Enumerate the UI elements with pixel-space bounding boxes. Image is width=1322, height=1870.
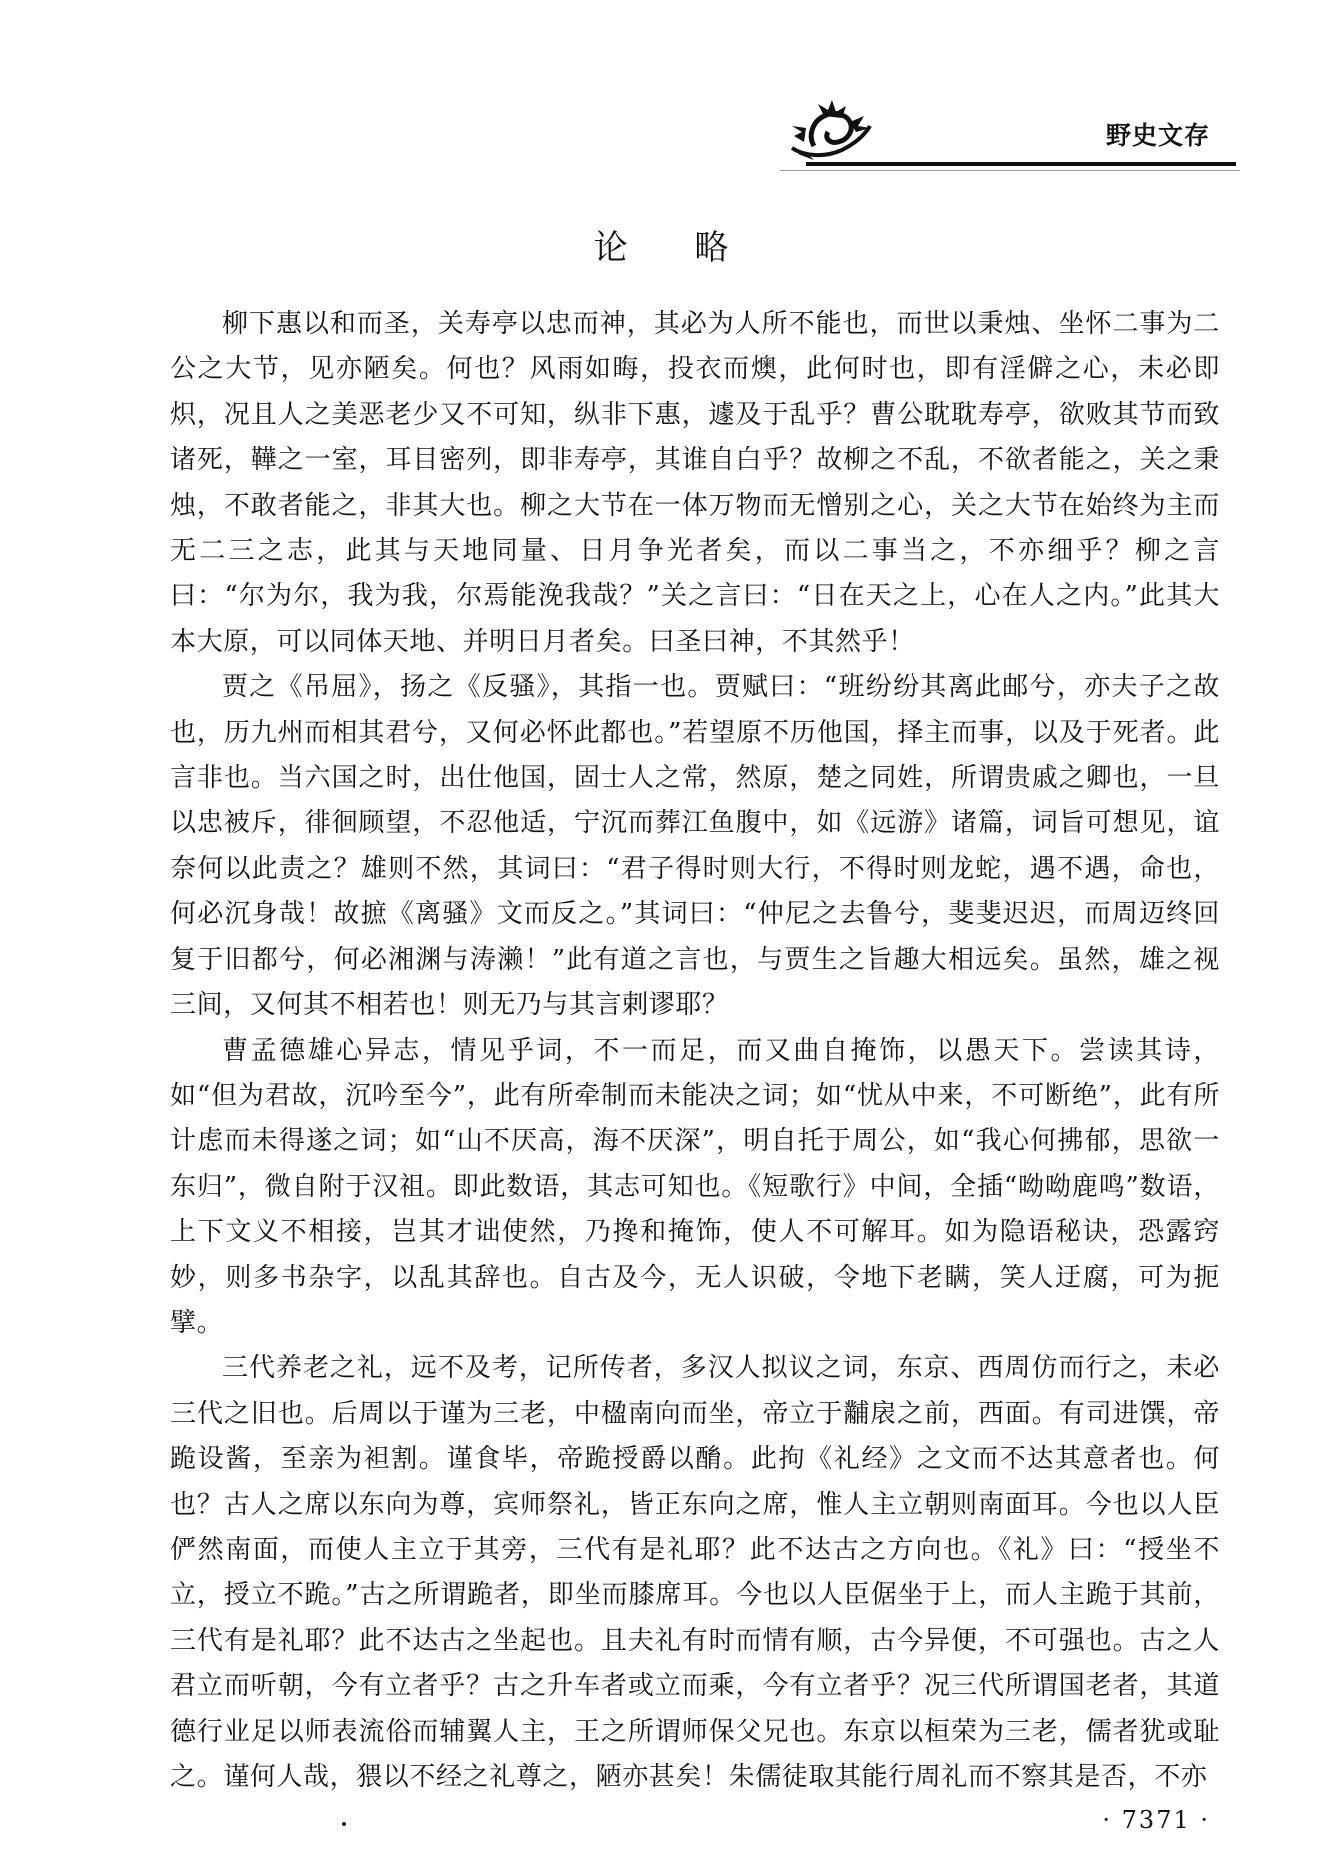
paragraph: 柳下惠以和而圣，关寿亭以忠而神，其必为人所不能也，而世以秉烛、坐怀二事为二公之大节，见亦陋矣。何也？风雨如晦，投衣而燠，此何时也，即有淫僻之心，未必即炽，况且人之美恶老少又不可知，纵非下惠，遽及于乱乎？曹公耽耽寿亭，欲败其节而致诸死，鞾之一室，耳目密列，即非寿亭，其谁自白乎？故柳之不乱，不欲者能之，关之秉烛，不敢者能之，非其大也。柳之大节在一体万物而无憎别之心，关之大节在始终为主而无二三之志，此其与天地同量、日月争光者矣，而以二事当之，不亦细乎？柳之言曰：“尔为尔，我为我，尔焉能浼我哉？”关之言曰：“日在天之上，心在人之内。”此其大本大原，可以同体天地、并明日月者矣。曰圣曰神，不其然乎！ — [170, 309, 1220, 657]
article-title: 论 略 — [593, 228, 757, 268]
print-speck — [342, 1822, 346, 1826]
header-rule — [806, 162, 1236, 166]
paragraph: 贾之《吊屈》，扬之《反骚》，其指一也。贾赋曰：“班纷纷其离此邮兮，亦夫子之故也，历九州而相其君兮，又何必怀此都也。”若望原不历他国，择主而事，以及于死者。此言非也。当六国之时，出仕他国，固士人之常，然原，楚之同姓，所谓贵戚之卿也，一旦以忠被斥，徘徊顾望，不忍他适，宁沉而葬江鱼腹中，如《远游》诸篇，词旨可想见，谊奈何以此责之？雄则不然，其词曰：“君子得时则大行，不得时则龙蛇，遇不遇，命也，何必沉身哉！故摭《离骚》文而反之。”其词曰：“仲尼之去鲁兮，斐斐迟迟，而周迈终回复于旧都兮，何必湘渊与涛濑！”此有道之言也，与贾生之旨趣大相远矣。虽然，雄之视三间，又何其不相若也！则无乃与其言剌谬耶？ — [170, 672, 1220, 1021]
page-number: · 7371 · — [1102, 1806, 1210, 1834]
header-rule-thin — [780, 170, 1240, 171]
paragraph: 三代养老之礼，远不及考，记所传者，多汉人拟议之词，东京、西周仿而行之，未必三代之旧也。后周以于谨为三老，中楹南向而坐，帝立于黼扆之前，西面。有司进馔，帝跪设酱，至亲为袒割。谨食毕，帝跪授爵以酳。此拘《礼经》之文而不达其意者也。何也？古人之席以东向为尊，宾师祭礼，皆正东向之席，惟人主立朝则南面耳。今也以人臣俨然南面，而使人主立于其旁，三代有是礼耶？此不达古之方向也。《礼》曰：“授坐不立，授立不跪。”古之所谓跪者，即坐而膝席耳。今也以人臣倨坐于上，而人主跪于其前，三代有是礼耶？此不达古之坐起也。且夫礼有时而情有顺，古今异便，不可强也。古之人君立而听朝，今有立者乎？古之升车者或立而乘，今有立者乎？况三代所谓国老者，其道德行业足以师表流俗而辅翼人主，王之所谓师保父兄也。东京以桓荣为三老，儒者犹或耻之。谨何人哉，猥以不经之礼尊之，陋亦甚矣！朱儒徒取其能行周礼而不察其是否，不亦 — [170, 1353, 1220, 1792]
dragon-emblem-icon — [784, 96, 876, 166]
running-header — [780, 96, 1240, 176]
paragraph: 曹孟德雄心异志，情见乎词，不一而足，而又曲自掩饰，以愚天下。尝读其诗，如“但为君故，沉吟至今”，此有所牵制而未能决之词；如“忧从中来，不可断绝”，此有所计虑而未得遂之词；如“山不厌高，海不厌深”，明自托于周公，如“我心何拂郁，思欲一东归”，微自附于汉祖。即此数语，其志可知也。《短歌行》中间，全插“呦呦鹿鸣”数语，上下文义不相接，岂其才诎使然，乃搀和掩饰，使人不可解耳。如为隐语秘诀，恐露窍妙，则多书杂字，以乱其辞也。自古及今，无人识破，令地下老瞒，笑人迂腐，可为扼擘。 — [170, 1035, 1220, 1338]
article-body — [170, 302, 1220, 1800]
series-title: 野史文存 — [1105, 121, 1210, 150]
